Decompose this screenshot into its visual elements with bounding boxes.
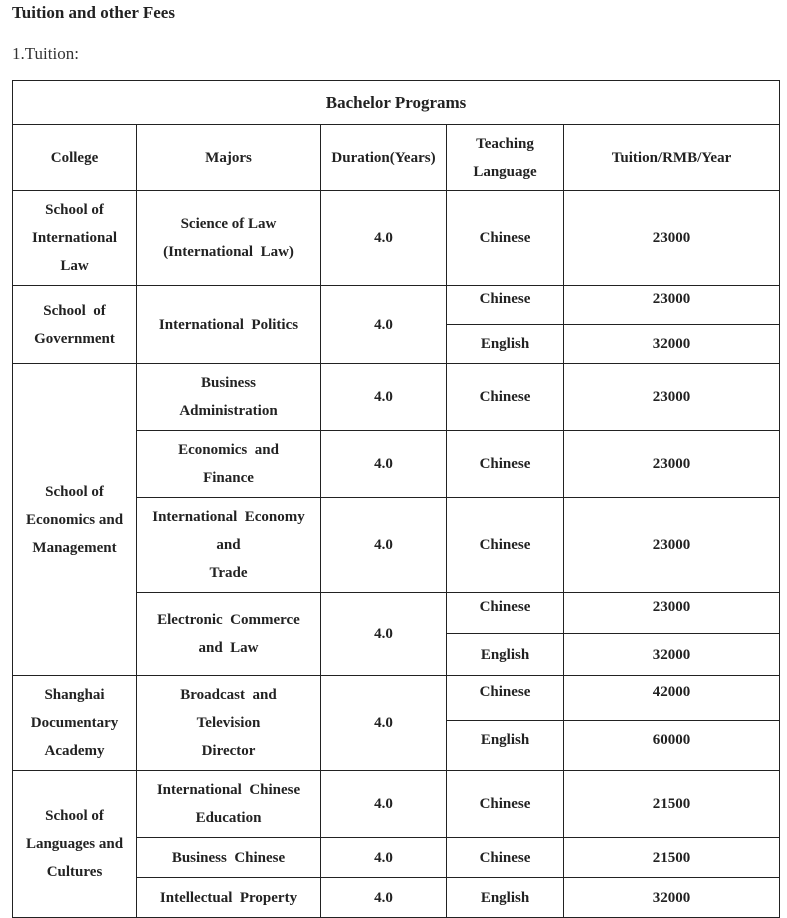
tuition-cell: 21500 [564,771,780,838]
tuition-cell: 32000 [564,634,780,676]
table-row [13,364,780,431]
tuition-value: 42000 [652,684,691,700]
duration-cell: 4.0 [321,676,447,771]
tuition-cell: 21500 [564,838,780,878]
major-line: Television [196,715,261,731]
college-line: Management [32,539,117,556]
major-cell [137,771,321,838]
major-line: Economics and [178,442,279,458]
language-cell: English [447,634,564,676]
major-line: Administration [179,403,278,419]
tuition-cell: 23000 [564,191,780,286]
college-line: Languages and [25,836,124,852]
table-row [13,286,780,325]
language-value: Chinese [479,599,531,615]
college-line: International [31,230,117,246]
college-line: Documentary [30,715,119,731]
college-line: Economics and [25,511,124,528]
duration-cell: 4.0 [321,191,447,286]
table-header-row [13,125,780,191]
major-line: Finance [203,470,254,486]
tuition-cell: 32000 [564,878,780,918]
language-cell: Chinese [447,364,564,431]
language-value: English [480,731,530,748]
duration-cell: 4.0 [321,878,447,918]
college-line: Cultures [46,864,103,880]
college-cell [13,771,137,918]
table-caption: Bachelor Programs [13,81,780,125]
duration-cell: 4.0 [321,364,447,431]
tuition-value: 23000 [652,599,691,615]
major-cell [137,498,321,593]
tuition-cell: 32000 [564,325,780,364]
language-cell: English [447,325,564,364]
college-line: Academy [44,743,105,759]
tuition-cell [564,286,780,325]
language-cell: Chinese [447,431,564,498]
tuition-cell: 23000 [564,498,780,593]
table-row [13,676,780,721]
college-line: School of [43,302,106,319]
college-line: School of [45,483,104,500]
language-cell: Chinese [447,498,564,593]
header-majors: Majors [137,125,321,191]
major-line: International Economy [152,509,305,525]
major-cell: Intellectual Property [137,878,321,918]
major-line: and [216,537,241,553]
language-cell [447,286,564,325]
header-college: College [13,125,137,191]
tuition-value: 23000 [652,291,691,307]
major-line: International Chinese [156,782,301,798]
tuition-cell [564,721,780,771]
tuition-cell: 23000 [564,364,780,431]
college-cell [13,364,137,676]
header-duration: Duration(Years) [321,125,447,191]
major-cell [137,676,321,771]
tuition-value: 60000 [652,731,691,748]
college-line: Government [34,330,115,347]
major-line: Business [200,375,257,391]
language-cell: Chinese [447,191,564,286]
language-cell [447,676,564,721]
tuition-cell [564,593,780,634]
major-line: and Law [198,640,259,656]
language-value: Chinese [479,291,531,307]
tuition-table [12,80,780,918]
table-row [13,191,780,286]
major-cell [137,593,321,676]
major-line: Director [201,743,256,759]
duration-cell: 4.0 [321,771,447,838]
major-cell: International Politics [137,286,321,364]
language-cell [447,721,564,771]
tuition-cell [564,676,780,721]
major-cell [137,364,321,431]
header-language-line1: Teaching [476,135,534,152]
header-language-line2: Language [473,163,537,180]
major-line: Electronic Commerce [157,612,300,628]
section-title: 1.Tuition: [12,44,79,63]
college-line: School of [45,202,104,218]
major-cell [137,191,321,286]
language-cell: English [447,878,564,918]
major-cell: Business Chinese [137,838,321,878]
college-cell [13,286,137,364]
table-row [13,771,780,838]
major-line: (International Law) [163,244,294,260]
language-cell: Chinese [447,838,564,878]
header-tuition: Tuition/RMB/Year [564,125,780,191]
language-value: Chinese [479,684,531,700]
tuition-cell: 23000 [564,431,780,498]
table-caption-row [13,81,780,125]
page-title: Tuition and other Fees [12,3,175,22]
college-cell [13,191,137,286]
major-line: Science of Law [180,216,277,232]
college-line: Law [60,258,89,274]
duration-cell: 4.0 [321,498,447,593]
language-cell: Chinese [447,771,564,838]
duration-cell: 4.0 [321,431,447,498]
college-line: Shanghai [44,687,105,703]
major-line: Trade [209,565,248,581]
duration-cell: 4.0 [321,593,447,676]
duration-cell: 4.0 [321,838,447,878]
major-line: Education [195,810,262,826]
major-cell [137,431,321,498]
college-cell [13,676,137,771]
header-language [447,125,564,191]
duration-cell: 4.0 [321,286,447,364]
major-line: Broadcast and [180,687,277,703]
college-line: School of [45,808,104,824]
language-cell [447,593,564,634]
